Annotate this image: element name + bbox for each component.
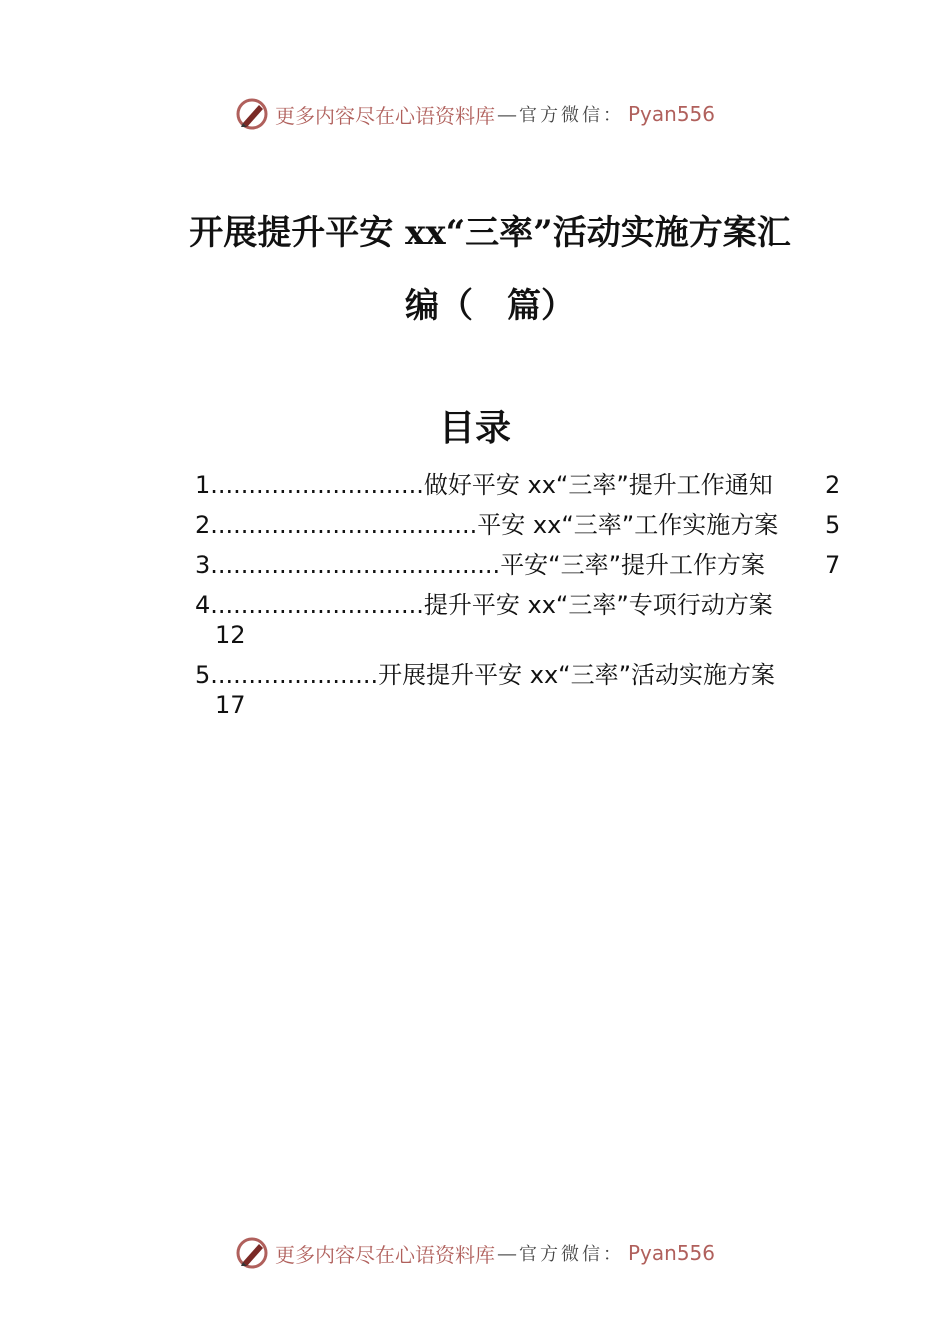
header-wechat-id: Pyan556: [627, 102, 715, 126]
toc-entry-1[interactable]: [195, 470, 845, 500]
toc-page-number: 12: [215, 621, 246, 649]
header-wechat-label: 官方微信：: [518, 105, 624, 126]
toc-page-number: 2: [825, 471, 841, 499]
footer-wechat-id: Pyan556: [627, 1241, 715, 1265]
toc-leader-dots: ......................................: [210, 551, 501, 579]
toc-entry-text: 开展提升平安 xx“三率”活动实施方案: [378, 661, 776, 689]
toc-leader-dots: ............................: [210, 591, 424, 619]
footer-slogan: 更多内容尽在心语资料库: [274, 1242, 495, 1267]
toc-entry-text: 做好平安 xx“三率”提升工作通知: [423, 471, 773, 499]
header-dash: —: [496, 102, 517, 126]
toc-leader-dots: ......................: [210, 661, 379, 689]
toc-entry-5[interactable]: [195, 660, 845, 720]
footer-dash: —: [496, 1241, 517, 1265]
toc-entry-text: 平安“三率”提升工作方案: [500, 551, 766, 579]
header-slogan: 更多内容尽在心语资料库: [274, 103, 495, 128]
pen-logo-icon: [235, 1236, 269, 1270]
toc-entry-text: 提升平安 xx“三率”专项行动方案: [423, 591, 773, 619]
toc-entry-number: 5: [195, 661, 211, 689]
footer-wechat-label: 官方微信：: [518, 1244, 624, 1265]
toc-entry-number: 4: [195, 591, 211, 619]
document-title-line2: 编（ 篇）: [405, 286, 575, 326]
toc-entry-number: 2: [195, 511, 211, 539]
toc-leader-dots: ...................................: [210, 511, 478, 539]
toc-entry-2[interactable]: [195, 510, 845, 540]
toc-entry-3[interactable]: [195, 550, 845, 580]
toc-entry-number: 3: [195, 551, 211, 579]
toc-page-number: 17: [215, 691, 246, 719]
page-footer: [0, 1233, 950, 1273]
toc-heading: 目录: [438, 407, 511, 449]
toc-page-number: 5: [825, 511, 841, 539]
toc-entry-4[interactable]: [195, 590, 845, 650]
page-header: [0, 94, 950, 134]
table-of-contents: [195, 470, 845, 730]
pen-logo-icon: [235, 97, 269, 131]
toc-entry-number: 1: [195, 471, 211, 499]
toc-leader-dots: ............................: [210, 471, 424, 499]
toc-page-number: 7: [825, 551, 841, 579]
toc-entry-text: 平安 xx“三率”工作实施方案: [477, 511, 779, 539]
document-title-line1: 开展提升平安 xx“三率”活动实施方案汇: [189, 213, 791, 253]
